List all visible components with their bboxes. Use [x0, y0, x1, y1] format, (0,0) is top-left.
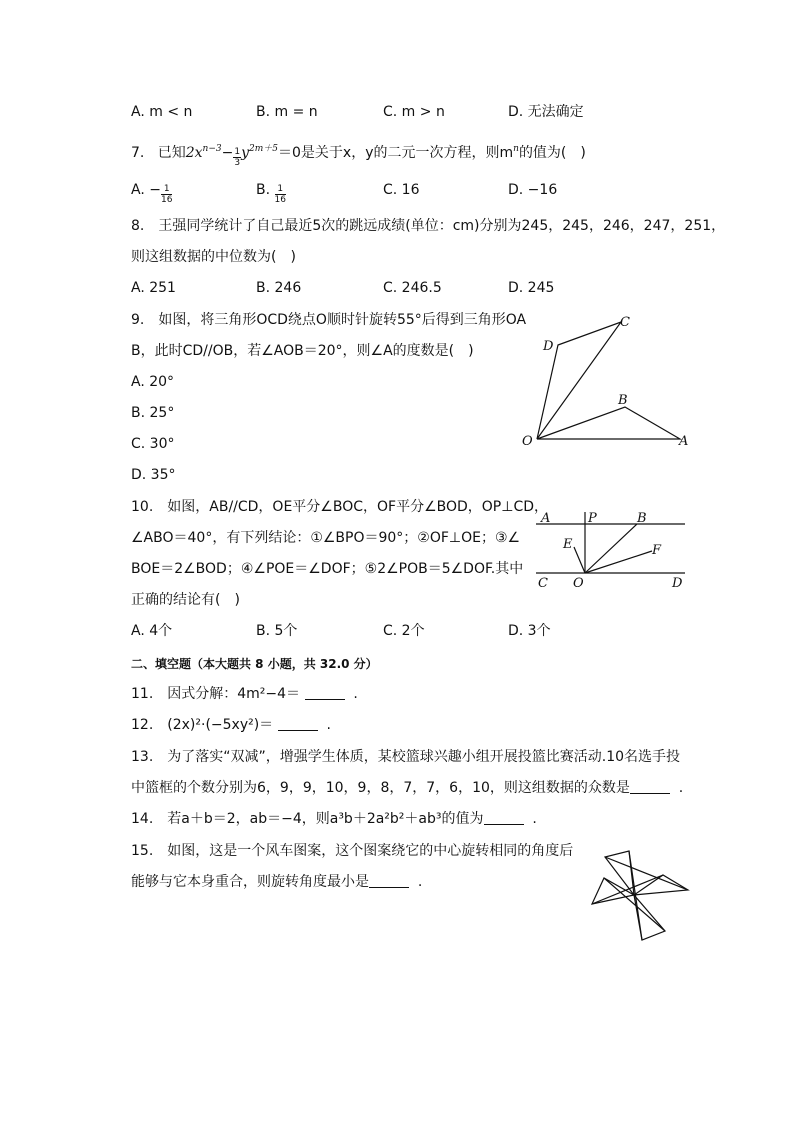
- q10-option-a: A. 4个: [131, 623, 173, 639]
- section-heading: 二、填空题（本大题共 8 小题，共 32.0 分）: [131, 657, 378, 671]
- q10-line4: 正确的结论有( ): [131, 592, 240, 608]
- q8-option-c: C. 246.5: [383, 280, 442, 296]
- q14-answer-blank[interactable]: [484, 810, 524, 825]
- q13-answer-blank[interactable]: [630, 779, 670, 794]
- q8-option-b: B. 246: [256, 280, 302, 296]
- q7-text-c: 的值为( ): [518, 145, 586, 161]
- q10-option-b: B. 5个: [256, 623, 298, 639]
- q10-line-of: [585, 551, 652, 573]
- q15-line1: 15. 如图，这是一个风车图案，这个图案绕它的中心旋转相同的角度后: [131, 843, 574, 859]
- q10-line1: 10. 如图，AB//CD，OE平分∠BOC，OF平分∠BOD，OP⊥CD，: [131, 499, 548, 515]
- q9-option-c: C. 30°: [131, 436, 175, 452]
- q10-label-a: A: [541, 511, 551, 526]
- q12: 12. (2x)²·(−5xy²)＝ .: [131, 717, 331, 733]
- windmill-blade-left: [592, 878, 634, 904]
- q15-line2: 能够与它本身重合，则旋转角度最小是 .: [131, 874, 423, 890]
- q11-answer-blank[interactable]: [305, 685, 345, 700]
- q9-label-d: D: [543, 339, 554, 354]
- q6-option-b: B. m = n: [256, 104, 318, 120]
- q10-line3: BOE＝2∠BOD；④∠POE＝∠DOF；⑤2∠POB＝5∠DOF.其中: [131, 561, 524, 577]
- q6-option-a: A. m < n: [131, 104, 193, 120]
- q7-option-c: C. 16: [383, 182, 420, 198]
- q8-line1: 8. 王强同学统计了自己最近5次的跳远成绩(单位：cm)分别为245，245，246，247，251，: [131, 218, 726, 234]
- q11: 11. 因式分解：4m²−4＝ .: [131, 686, 358, 702]
- q10-line2: ∠ABO＝40°，有下列结论：①∠BPO＝90°；②OF⊥OE；③∠: [131, 530, 521, 546]
- q10-line-ob: [585, 524, 637, 573]
- q7-eq: ＝0: [278, 145, 301, 161]
- q10-figure: [530, 505, 695, 597]
- q7-minus: −: [221, 145, 234, 161]
- windmill-figure: [590, 840, 695, 952]
- q9-figure: [510, 308, 700, 453]
- q8-line2: 则这组数据的中位数为( ): [131, 249, 296, 265]
- q10-label-e: E: [563, 537, 573, 552]
- q15-answer-blank[interactable]: [369, 873, 409, 888]
- q14: 14. 若a＋b＝2，ab＝−4，则a³b＋2a²b²＋ab³的值为 .: [131, 811, 537, 827]
- q7-exp1: n−3: [202, 144, 222, 154]
- q10-label-c: C: [538, 576, 548, 591]
- q7-exp3: n: [513, 144, 519, 154]
- q10-label-b: B: [637, 511, 647, 526]
- q9-triangle-oab: [537, 407, 680, 439]
- q9-label-c: C: [620, 315, 630, 330]
- q10-line-oe: [574, 547, 585, 573]
- q7-fraction: $\frac{1}{3}$: [234, 147, 241, 168]
- q9-label-o: O: [522, 434, 533, 449]
- q7-expr: 2x: [185, 145, 203, 161]
- q8-option-a: A. 251: [131, 280, 176, 296]
- q11-text: 11. 因式分解：4m²−4＝: [131, 686, 301, 702]
- q6-option-c: C. m > n: [383, 104, 445, 120]
- q8-option-d: D. 245: [508, 280, 555, 296]
- q10-option-d: D. 3个: [508, 623, 551, 639]
- q7-text-a: 已知: [157, 145, 186, 161]
- q7-text-b: 是关于x，y的二元一次方程，则m: [300, 145, 514, 161]
- q9-option-d: D. 35°: [131, 467, 176, 483]
- q12-text: 12. (2x)²·(−5xy²)＝: [131, 717, 274, 733]
- q10-label-f: F: [652, 543, 662, 558]
- q9-line1: 9. 如图，将三角形OCD绕点O顺时针旋转55°后得到三角形OA: [131, 312, 527, 328]
- q10-label-d: D: [672, 576, 683, 591]
- q13-line2: 中篮框的个数分别为6，9，9，10，9，8，7，7，6，10，则这组数据的众数是 .: [131, 780, 684, 796]
- q9-label-a: A: [679, 434, 689, 449]
- windmill-diag-2: [592, 875, 663, 904]
- q9-line2: B，此时CD//OB，若∠AOB＝20°，则∠A的度数是( ): [131, 343, 474, 359]
- q7-y: y: [241, 145, 249, 161]
- q6-option-d: D. 无法确定: [508, 104, 584, 120]
- q10-option-c: C. 2个: [383, 623, 425, 639]
- q7-number: 7.: [131, 145, 145, 161]
- q7-option-b: B. $\frac{1}{16}$: [256, 182, 286, 205]
- q7-option-d: D. −16: [508, 182, 558, 198]
- q7-option-a: A. − $\frac{1}{16}$: [131, 182, 173, 205]
- q9-label-b: B: [618, 393, 628, 408]
- q7-stem: [131, 139, 586, 168]
- q12-answer-blank[interactable]: [278, 716, 318, 731]
- q9-option-a: A. 20°: [131, 374, 175, 390]
- q9-option-b: B. 25°: [131, 405, 175, 421]
- q10-label-o: O: [573, 576, 584, 591]
- q13-line1: 13. 为了落实“双减”，增强学生体质，某校篮球兴趣小组开展投篮比赛活动.10名选手投: [131, 749, 681, 765]
- q7-exp2: 2m＋5: [249, 144, 278, 154]
- windmill-blade-right: [634, 875, 688, 895]
- q10-label-p: P: [588, 511, 597, 526]
